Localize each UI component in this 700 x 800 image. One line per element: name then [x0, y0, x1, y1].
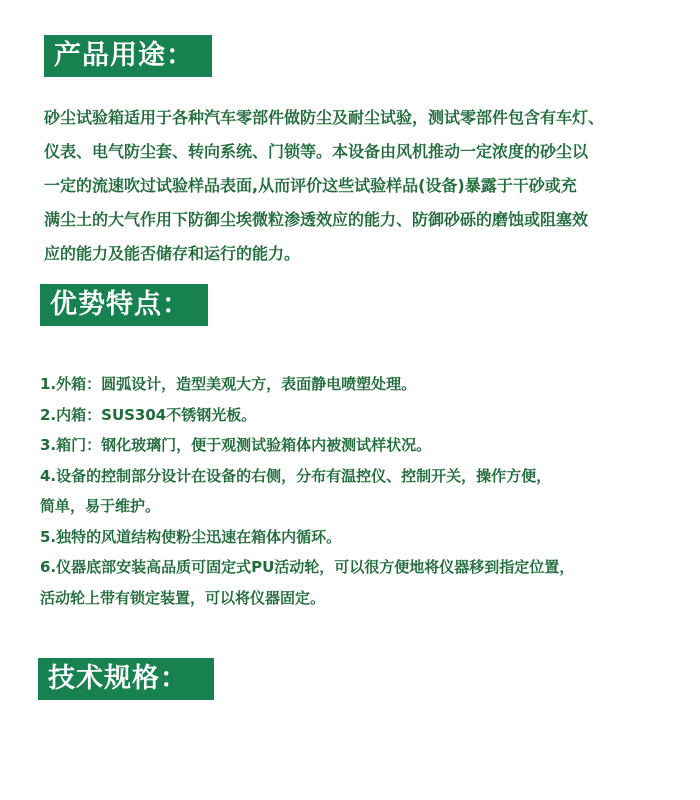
advantage-line: 4.设备的控制部分设计在设备的右侧，分布有温控仪、控制开关，操作方便， — [40, 466, 552, 485]
usage-line: 满尘土的大气作用下防御尘埃微粒渗透效应的能力、防御砂砾的磨蚀或阻塞效 — [44, 210, 589, 229]
section-header-usage: 产品用途： — [44, 35, 212, 77]
advantage-item — [40, 430, 690, 461]
usage-line: 砂尘试验箱适用于各种汽车零部件做防尘及耐尘试验，测试零部件包含有车灯、 — [44, 108, 605, 127]
usage-line: 一定的流速吹过试验样品表面,从而评价这些试验样品(设备)暴露于干砂或充 — [44, 176, 577, 195]
advantage-line: 活动轮上带有锁定装置，可以将仪器固定。 — [40, 588, 326, 607]
usage-line: 仪表、电气防尘套、转向系统、门锁等。本设备由风机推动一定浓度的砂尘以 — [44, 142, 589, 161]
advantage-line: 简单，易于维护。 — [40, 497, 161, 515]
advantage-line: 1.外箱：圆弧设计，造型美观大方，表面静电喷塑处理。 — [40, 375, 417, 393]
advantage-line: 5.独特的风道结构使粉尘迅速在箱体内循环。 — [40, 527, 342, 546]
usage-paragraph — [44, 101, 680, 271]
advantage-item — [40, 461, 690, 522]
advantage-item — [40, 552, 690, 613]
advantage-line: 2.内箱：SUS304不锈钢光板。 — [40, 405, 257, 424]
advantage-item — [40, 522, 690, 553]
advantage-item — [40, 369, 690, 400]
advantage-item — [40, 400, 690, 431]
section-header-advantages: 优势特点： — [40, 284, 208, 326]
advantages-list — [40, 369, 690, 613]
usage-line: 应的能力及能否储存和运行的能力。 — [44, 244, 301, 263]
advantage-line: 3.箱门：钢化玻璃门，便于观测试验箱体内被测试样状况。 — [40, 436, 432, 454]
section-header-specs: 技术规格： — [38, 658, 214, 700]
advantage-line: 6.仪器底部安装高品质可固定式PU活动轮，可以很方便地将仪器移到指定位置， — [40, 558, 575, 576]
